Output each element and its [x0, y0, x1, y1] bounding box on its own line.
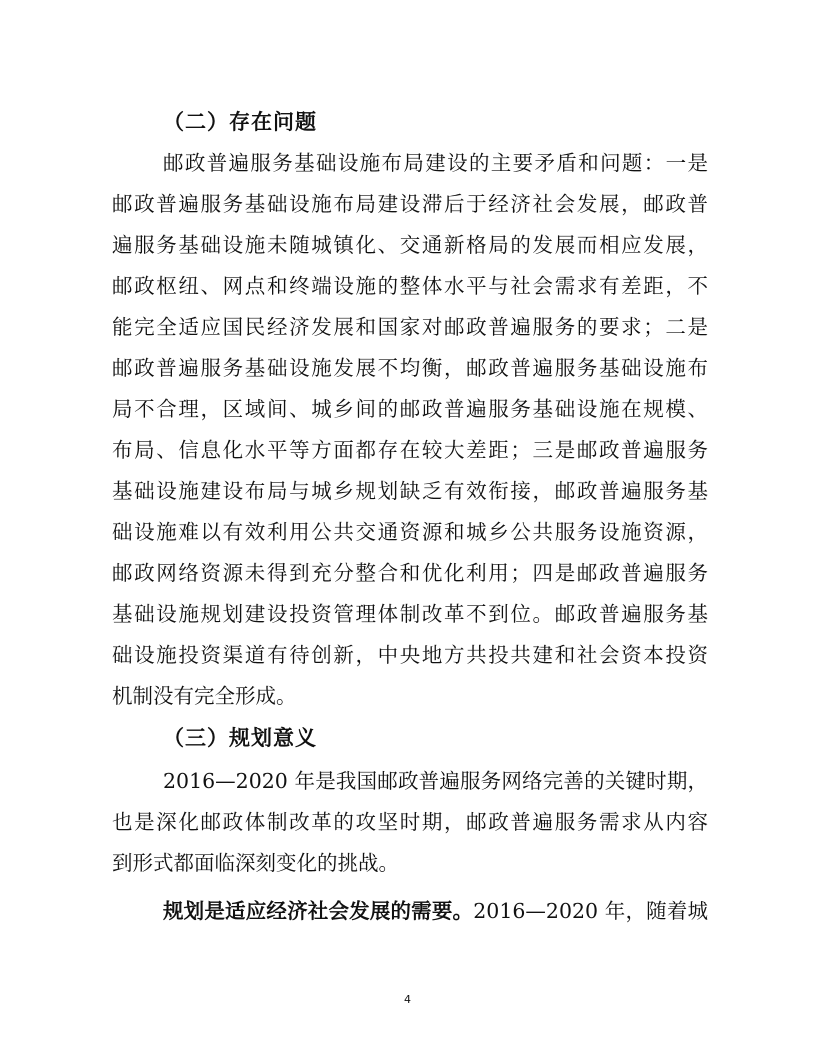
paragraph-line: 邮政普遍服务基础设施发展不均衡，邮政普遍服务基础设施布	[112, 356, 708, 380]
paragraph-first-line	[163, 894, 708, 924]
paragraph-text: 2016—2020 年，随着城	[473, 899, 709, 923]
paragraph-line: 础设施难以有效利用公共交通资源和城乡公共服务设施资源，	[112, 520, 708, 544]
paragraph-line: 能完全适应国民经济发展和国家对邮政普遍服务的要求；二是	[112, 315, 708, 339]
paragraph-line: 础设施投资渠道有待创新，中央地方共投共建和社会资本投资	[112, 643, 708, 667]
section-heading-planning-significance: （三）规划意义	[163, 726, 317, 750]
paragraph-line: 局不合理，区域间、城乡间的邮政普遍服务基础设施在规模、	[112, 397, 708, 421]
page-number: 4	[404, 993, 411, 1006]
paragraph-line: 基础设施建设布局与城乡规划缺乏有效衔接，邮政普遍服务基	[112, 479, 708, 503]
paragraph-line: 邮政网络资源未得到充分整合和优化利用；四是邮政普遍服务	[112, 561, 708, 585]
paragraph-line: 也是深化邮政体制改革的攻坚时期，邮政普遍服务需求从内容	[112, 810, 708, 834]
paragraph-line: 遍服务基础设施未随城镇化、交通新格局的发展而相应发展，	[112, 233, 708, 257]
paragraph-line: 布局、信息化水平等方面都存在较大差距；三是邮政普遍服务	[112, 438, 708, 462]
paragraph-line: 邮政枢纽、网点和终端设施的整体水平与社会需求有差距，不	[112, 274, 708, 298]
paragraph-first-line: 2016—2020 年是我国邮政普遍服务网络完善的关键时期，	[163, 769, 708, 793]
section-heading-existing-problems: （二）存在问题	[163, 110, 317, 134]
paragraph-line: 基础设施规划建设投资管理体制改革不到位。邮政普遍服务基	[112, 602, 708, 626]
paragraph-line: 机制没有完全形成。	[112, 684, 297, 708]
paragraph-line: 邮政普遍服务基础设施布局建设滞后于经济社会发展，邮政普	[112, 192, 708, 216]
paragraph-bold-lead: 规划是适应经济社会发展的需要。	[163, 899, 474, 923]
paragraph-lead-line: 邮政普遍服务基础设施布局建设的主要矛盾和问题：一是	[163, 151, 708, 175]
paragraph-line: 到形式都面临深刻变化的挑战。	[112, 851, 399, 875]
